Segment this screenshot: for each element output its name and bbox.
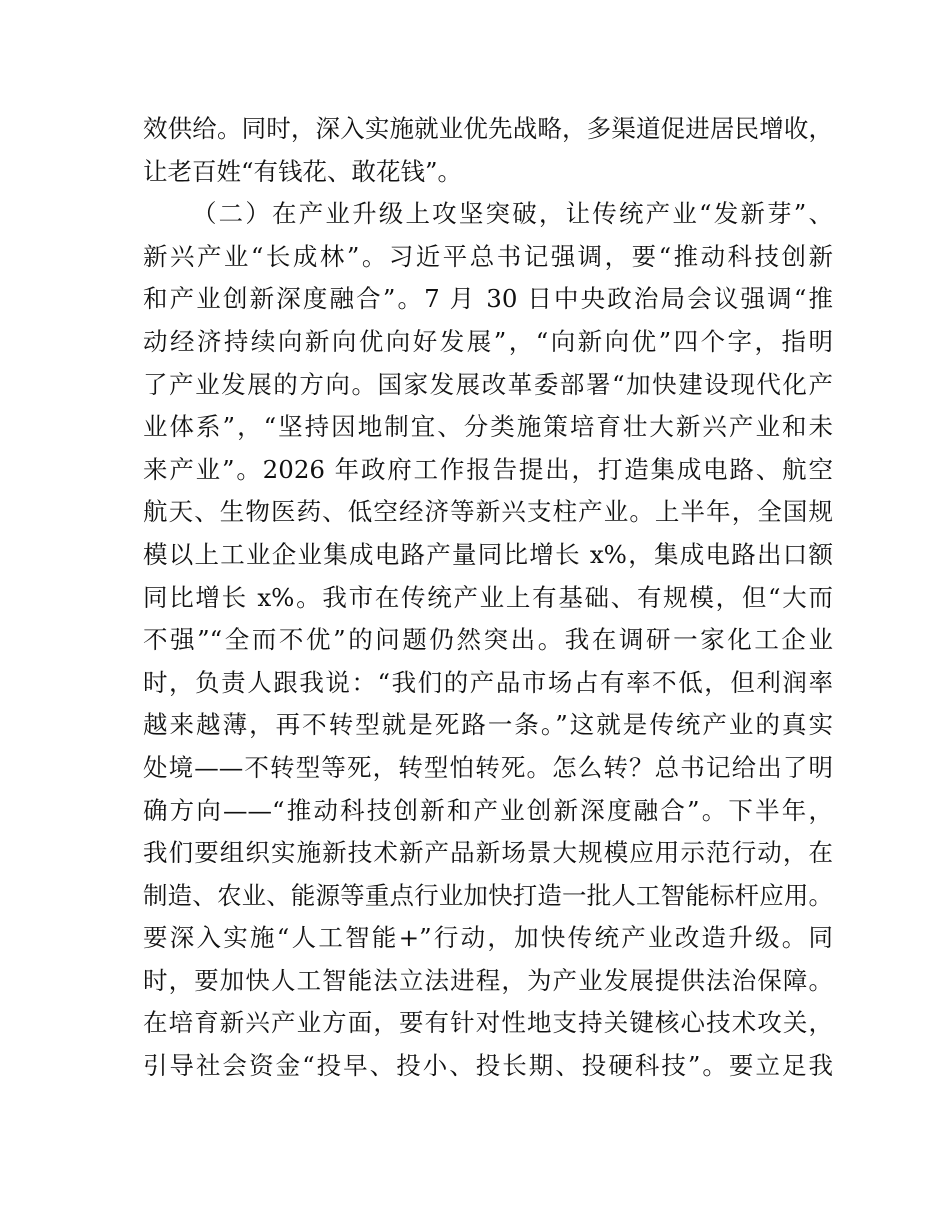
text-line: 要深入实施“人工智能+”行动，加快传统产业改造升级。同 [143,923,833,953]
text-line: 模以上工业企业集成电路产量同比增长 x%，集成电路出口额 [143,539,833,569]
body-text [143,108,833,1088]
text-line: 时，负责人跟我说：“我们的产品市场占有率不低，但利润率 [143,667,833,697]
text-line: 在培育新兴产业方面，要有针对性地支持关键核心技术攻关， [143,1008,833,1038]
text-line: 越来越薄，再不转型就是死路一条。”这就是传统产业的真实 [143,710,833,740]
text-line: 让老百姓“有钱花、敢花钱”。 [143,156,463,186]
text-line: 制造、农业、能源等重点行业加快打造一批人工智能标杆应用。 [143,880,833,910]
text-line: 确方向——“推动科技创新和产业创新深度融合”。下半年， [143,795,833,825]
text-line: 业体系”，“坚持因地制宜、分类施策培育壮大新兴产业和未 [143,412,833,442]
paragraph [143,193,833,1087]
text-line: 不强”“全而不优”的问题仍然突出。我在调研一家化工企业 [143,625,833,655]
text-line: 引导社会资金“投早、投小、投长期、投硬科技”。要立足我 [143,1051,833,1081]
text-line: 新兴产业“长成林”。习近平总书记强调，要“推动科技创新 [143,241,833,271]
text-line: 了产业发展的方向。国家发展改革委部署“加快建设现代化产 [143,369,833,399]
text-line: 来产业”。2026 年政府工作报告提出，打造集成电路、航空 [143,454,833,484]
text-line: 动经济持续向新向优向好发展”，“向新向优”四个字，指明 [143,326,833,356]
text-line: 同比增长 x%。我市在传统产业上有基础、有规模，但“大而 [143,582,833,612]
paragraph [143,108,833,193]
text-line: 效供给。同时，深入实施就业优先战略，多渠道促进居民增收， [143,114,833,143]
text-line: 和产业创新深度融合”。7 月 30 日中央政治局会议强调“推 [143,284,833,314]
text-line: 时，要加快人工智能法立法进程，为产业发展提供法治保障。 [143,965,833,995]
text-line: 航天、生物医药、低空经济等新兴支柱产业。上半年，全国规 [143,497,833,527]
text-line: 处境——不转型等死，转型怕转死。怎么转？总书记给出了明 [143,752,833,782]
text-line: 我们要组织实施新技术新产品新场景大规模应用示范行动，在 [143,838,833,868]
text-line: （二）在产业升级上攻坚突破，让传统产业“发新芽”、 [192,199,833,229]
